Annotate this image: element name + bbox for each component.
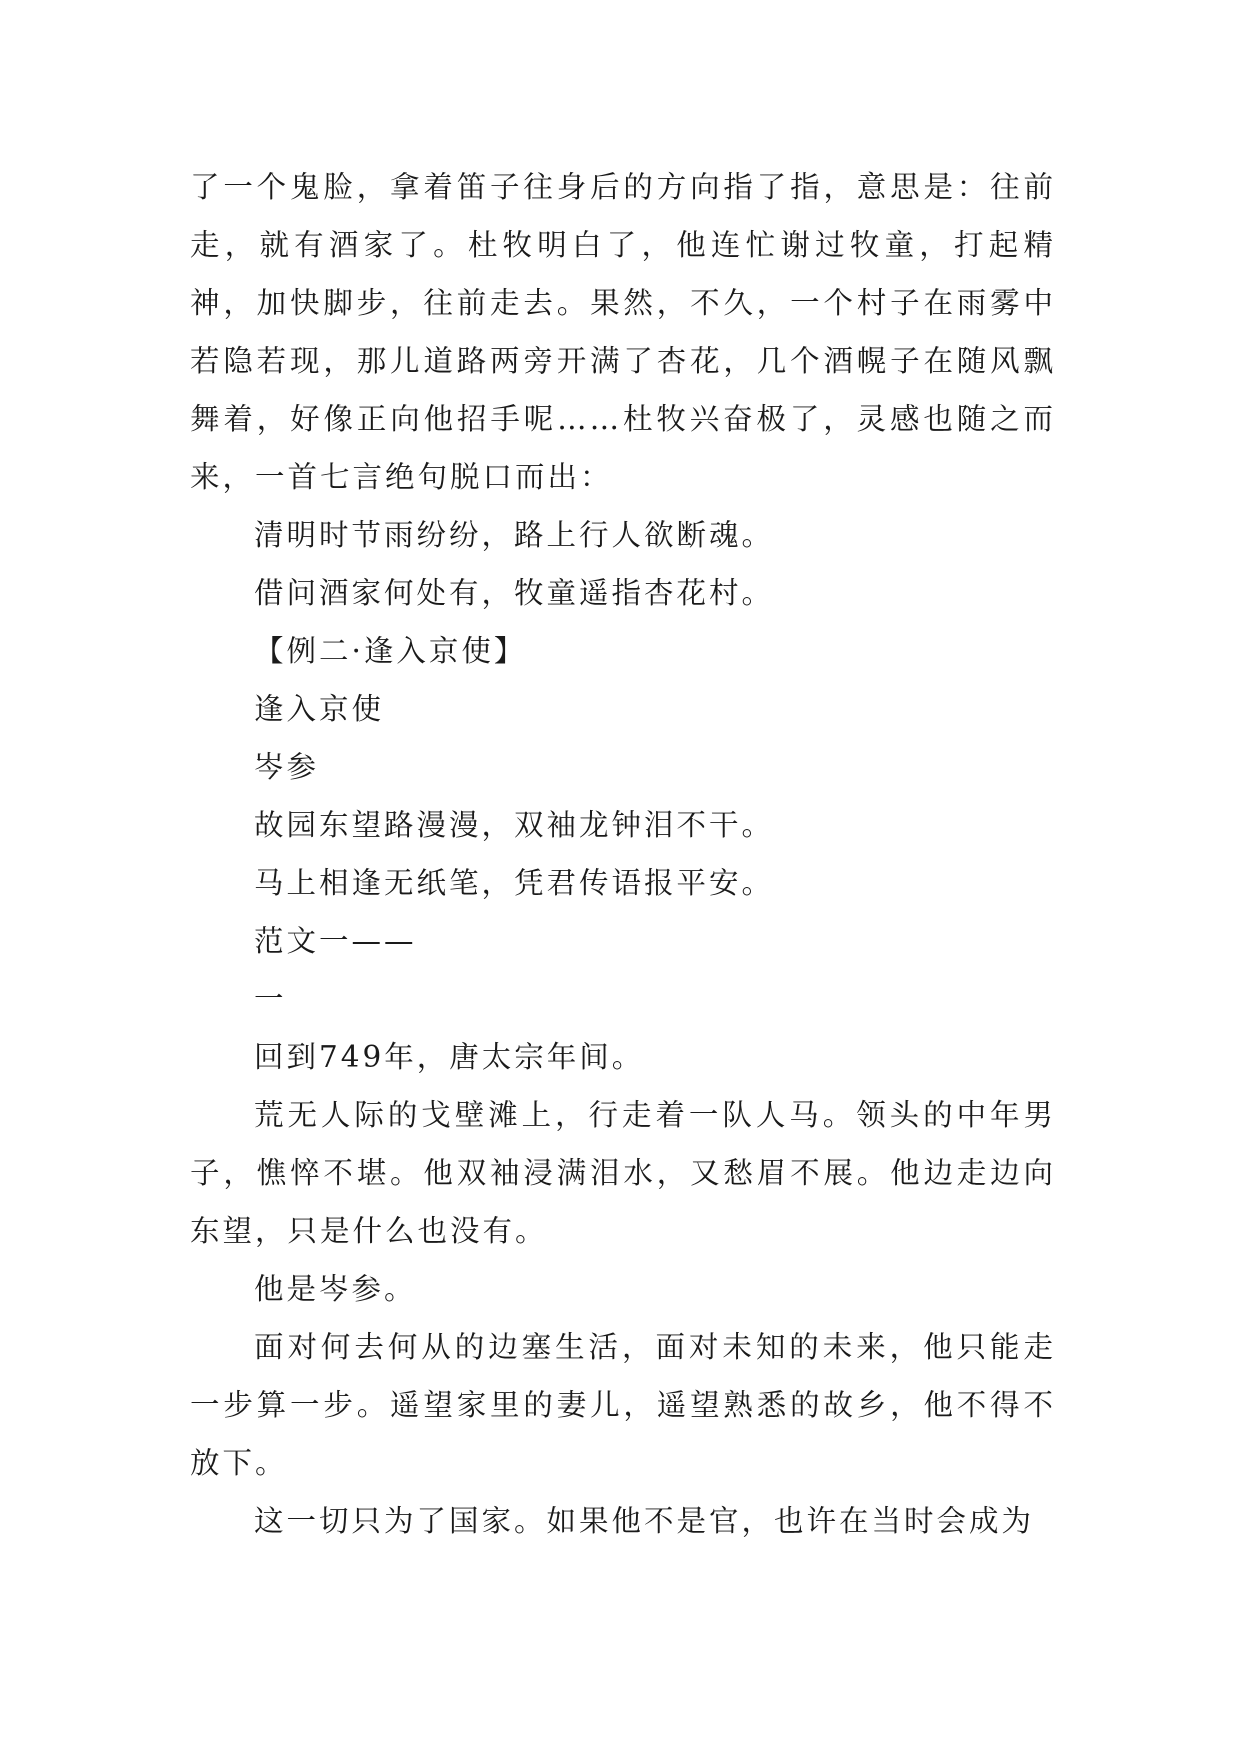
poem-line: 马上相逢无纸笔，凭君传语报平安。: [254, 866, 775, 900]
example-heading: 【例二·逢入京使】: [254, 634, 527, 668]
poem-title: 逢入京使: [254, 692, 385, 726]
poem-author: 岑参: [254, 750, 320, 784]
paragraph: 了一个鬼脸，拿着笛子往身后的方向指了指，意思是：往前走，就有酒家了。杜牧明白了，他连忙谢过牧童，打起精神，加快脚步，往前走去。果然，不久，一个村子在雨雾中若隐若现，那儿道路两旁开满了杏花，几个酒幌子在随风飘舞着，好像正向他招手呢……杜牧兴奋极了，灵感也随之而来，一首七言绝句脱口而出：: [190, 170, 1056, 494]
section-heading: 范文一——: [254, 924, 417, 958]
poem-line: 清明时节雨纷纷，路上行人欲断魂。: [254, 518, 775, 552]
paragraph: 他是岑参。: [254, 1272, 417, 1306]
poem-line: 故园东望路漫漫，双袖龙钟泪不干。: [254, 808, 775, 842]
paragraph: 荒无人际的戈壁滩上，行走着一队人马。领头的中年男子，憔悴不堪。他双袖浸满泪水，又愁眉不展。他边走边向东望，只是什么也没有。: [190, 1098, 1056, 1248]
body-text: [190, 158, 1056, 1550]
section-number: 一: [254, 982, 287, 1016]
paragraph: 面对何去何从的边塞生活，面对未知的未来，他只能走一步算一步。遥望家里的妻儿，遥望熟悉的故乡，他不得不放下。: [190, 1330, 1056, 1480]
poem-line: 借问酒家何处有，牧童遥指杏花村。: [254, 576, 775, 610]
paragraph: 这一切只为了国家。如果他不是官，也许在当时会成为: [254, 1504, 1035, 1538]
paragraph: 回到749年，唐太宗年间。: [254, 1040, 645, 1074]
